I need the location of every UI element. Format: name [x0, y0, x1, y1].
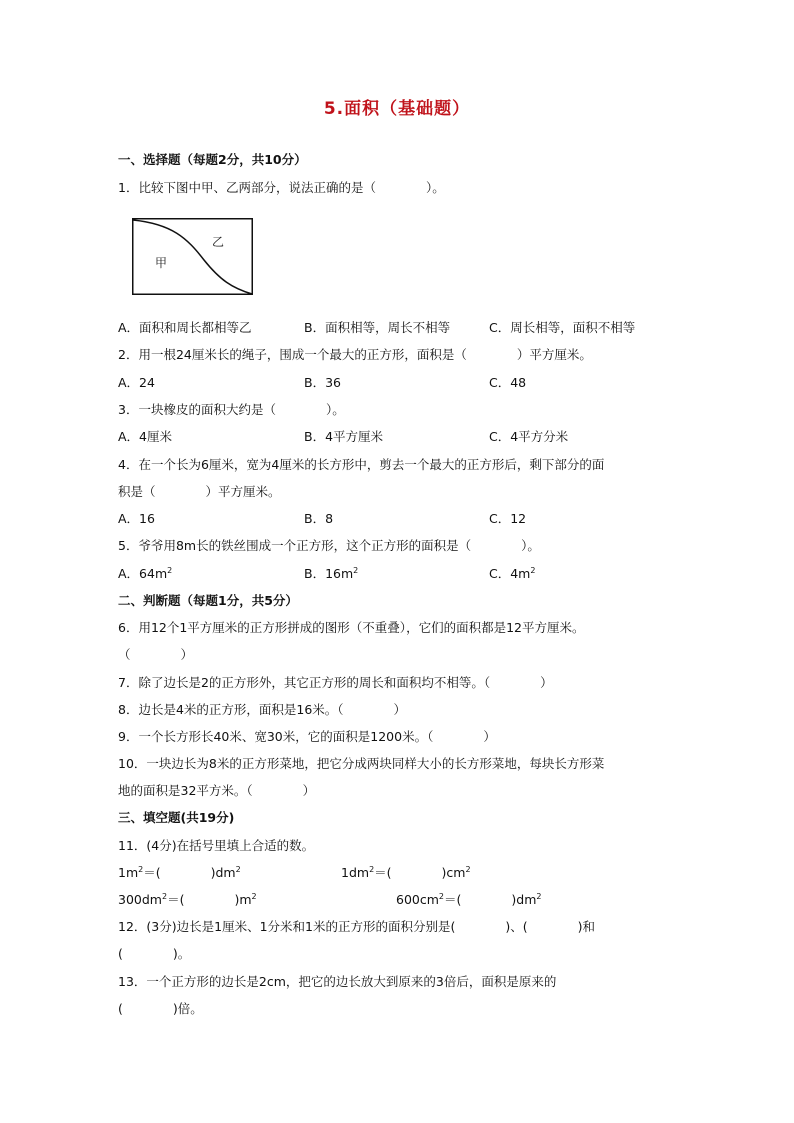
question-6-stem-line-1: 6．用12个1平方厘米的正方形拼成的图形（不重叠），它们的面积都是12平方厘米。: [118, 620, 585, 635]
question-4-option-c: C．12: [489, 511, 527, 526]
question-13-stem-line-2: ( )倍。: [118, 1001, 203, 1016]
question-5-stem: 5．爷爷用8m长的铁丝围成一个正方形，这个正方形的面积是（ ）。: [118, 538, 540, 553]
question-12-stem-line-1: 12．(3分)边长是1厘米、1分米和1米的正方形的面积分别是( )、( )和: [118, 919, 595, 934]
question-2-option-a: A．24: [118, 375, 155, 390]
question-2-stem: 2．用一根24厘米长的绳子，围成一个最大的正方形，面积是（ ）平方厘米。: [118, 347, 592, 362]
question-3-option-c: C．4平方分米: [489, 429, 569, 444]
section-heading-judgment: 二、判断题（每题1分，共5分）: [118, 593, 298, 608]
question-3-option-b: B．4平方厘米: [304, 429, 384, 444]
question-2-option-b: B．36: [304, 375, 341, 390]
question-9-stem: 9．一个长方形长40米、宽30米，它的面积是1200米。（ ）: [118, 729, 496, 744]
figure-rectangle: [133, 219, 253, 295]
figure-dividing-curve: [133, 220, 252, 294]
question-11-item-3: $300dm^2=$( )$m^2$: [118, 891, 257, 907]
question-8-stem: 8．边长是4米的正方形，面积是16米。（ ）: [118, 702, 407, 717]
question-4-option-a: A．16: [118, 511, 155, 526]
question-10-stem-line-1: 10．一块边长为8米的正方形菜地，把它分成两块同样大小的长方形菜地，每块长方形菜: [118, 756, 605, 771]
question-1-stem: 1．比较下图中甲、乙两部分，说法正确的是（ ）。: [118, 180, 445, 195]
question-11-item-2: $1dm^2=$( )$cm^2$: [341, 864, 471, 880]
question-4-stem-line-1: 4．在一个长为6厘米，宽为4厘米的长方形中，剪去一个最大的正方形后，剩下部分的面: [118, 457, 605, 472]
question-1-option-c: C．周长相等，面积不相等: [489, 320, 636, 335]
question-5-option-b: B．$16m^2$: [304, 565, 359, 581]
question-11-item-1: $1m^2=$( )$dm^2$: [118, 864, 241, 880]
question-12-stem-line-2: ( )。: [118, 946, 191, 961]
question-13-stem-line-1: 13．一个正方形的边长是2cm，把它的边长放大到原来的3倍后，面积是原来的: [118, 974, 557, 989]
question-1-option-b: B．面积相等，周长不相等: [304, 320, 451, 335]
page-title: 5.面积（基础题）: [323, 99, 471, 119]
question-2-option-c: C．48: [489, 375, 527, 390]
question-11-stem: 11．(4分)在括号里填上合适的数。: [118, 838, 315, 853]
question-6-stem-line-2: （ ）: [118, 647, 194, 662]
figure-label-jia: 甲: [155, 256, 168, 270]
question-7-stem: 7．除了边长是2的正方形外，其它正方形的周长和面积均不相等。（ ）: [118, 675, 553, 690]
area-comparison-figure: [132, 218, 253, 295]
question-10-stem-line-2: 地的面积是32平方米。（ ）: [118, 783, 316, 798]
question-4-option-b: B．8: [304, 511, 334, 526]
question-3-stem: 3．一块橡皮的面积大约是（ ）。: [118, 402, 345, 417]
question-5-option-c: C．$4m^2$: [489, 565, 536, 581]
question-4-stem-line-2: 积是（ ）平方厘米。: [118, 484, 281, 499]
section-heading-fill-in: 三、填空题(共19分): [118, 810, 235, 825]
question-11-item-4: $600cm^2=$( )$dm^2$: [396, 891, 542, 907]
figure-label-yi: 乙: [212, 235, 225, 249]
question-1-option-a: A．面积和周长都相等乙: [118, 320, 252, 335]
question-3-option-a: A．4厘米: [118, 429, 173, 444]
question-5-option-a: A．$64m^2$: [118, 565, 173, 581]
section-heading-choice: 一、选择题（每题2分，共10分）: [118, 152, 307, 167]
